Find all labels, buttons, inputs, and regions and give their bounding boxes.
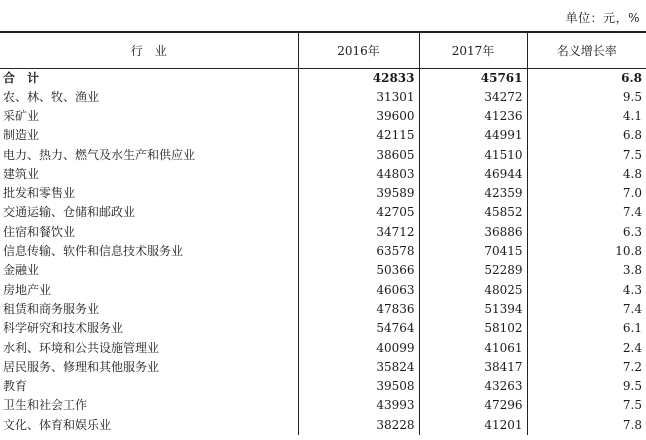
unit-note: 单位：元，% (565, 11, 640, 25)
value-2016: 39600 (298, 107, 419, 126)
table-row (0, 145, 646, 164)
header-2017: 2017年 (419, 32, 527, 68)
table-row (0, 107, 646, 126)
value-2016: 34712 (298, 223, 419, 242)
table-row (0, 126, 646, 145)
value-2017: 70415 (419, 242, 527, 261)
industry-name: 卫生和社会工作 (3, 398, 88, 413)
value-2017: 45761 (419, 68, 527, 88)
value-2017: 42359 (419, 184, 527, 203)
value-growth: 7.5 (527, 145, 646, 164)
value-2017: 41510 (419, 145, 527, 164)
value-2017: 45852 (419, 203, 527, 222)
value-growth: 7.5 (527, 396, 646, 415)
value-2016: 40099 (298, 338, 419, 357)
header-2016: 2016年 (298, 32, 419, 68)
value-2016: 39508 (298, 377, 419, 396)
value-2017: 52289 (419, 261, 527, 280)
value-2017: 43263 (419, 377, 527, 396)
value-growth: 4.1 (527, 107, 646, 126)
value-growth: 6.3 (527, 223, 646, 242)
industry-name: 采矿业 (3, 108, 40, 123)
industry-name: 电力、热力、燃气及水生产和供应业 (3, 147, 196, 162)
industry-name: 批发和零售业 (3, 186, 76, 201)
table-row (0, 203, 646, 222)
value-2017: 36886 (419, 223, 527, 242)
table-row (0, 338, 646, 357)
value-2016: 63578 (298, 242, 419, 261)
value-2016: 38228 (298, 416, 419, 435)
industry-name: 农、林、牧、渔业 (3, 89, 100, 104)
value-growth: 6.8 (527, 68, 646, 88)
value-2016: 35824 (298, 358, 419, 377)
value-growth: 2.4 (527, 338, 646, 357)
value-growth: 4.8 (527, 165, 646, 184)
value-2016: 50366 (298, 261, 419, 280)
industry-name: 租赁和商务服务业 (3, 301, 100, 316)
header-growth: 名义增长率 (527, 32, 646, 68)
table-row (0, 280, 646, 299)
value-2016: 31301 (298, 88, 419, 107)
industry-name: 房地产业 (3, 282, 52, 297)
value-growth: 7.8 (527, 416, 646, 435)
industry-name: 文化、体育和娱乐业 (3, 417, 112, 432)
table-body (0, 68, 646, 435)
value-growth: 7.4 (527, 203, 646, 222)
value-2016: 43993 (298, 396, 419, 415)
value-growth: 6.1 (527, 319, 646, 338)
value-growth: 7.0 (527, 184, 646, 203)
value-2016: 54764 (298, 319, 419, 338)
value-growth: 4.3 (527, 280, 646, 299)
table-row (0, 242, 646, 261)
table-row (0, 396, 646, 415)
value-2017: 46944 (419, 165, 527, 184)
value-growth: 9.5 (527, 88, 646, 107)
table-row-total (0, 68, 646, 88)
header-industry: 行 业 (0, 32, 298, 68)
industry-name: 金融业 (3, 263, 40, 278)
industry-name: 信息传输、软件和信息技术服务业 (3, 244, 184, 259)
industry-name: 居民服务、修理和其他服务业 (3, 359, 160, 374)
value-2017: 41236 (419, 107, 527, 126)
value-growth: 3.8 (527, 261, 646, 280)
value-2016: 39589 (298, 184, 419, 203)
industry-name: 制造业 (3, 128, 40, 143)
table-row (0, 319, 646, 338)
value-growth: 9.5 (527, 377, 646, 396)
value-growth: 10.8 (527, 242, 646, 261)
industry-name: 合 计 (3, 70, 40, 85)
value-2017: 41061 (419, 338, 527, 357)
table-row (0, 261, 646, 280)
table-row (0, 300, 646, 319)
industry-name: 教育 (3, 379, 28, 394)
value-2017: 51394 (419, 300, 527, 319)
value-2016: 42833 (298, 68, 419, 88)
value-growth: 7.2 (527, 358, 646, 377)
table-row (0, 165, 646, 184)
value-growth: 7.4 (527, 300, 646, 319)
industry-name: 交通运输、仓储和邮政业 (3, 205, 136, 220)
value-2017: 48025 (419, 280, 527, 299)
value-2016: 42115 (298, 126, 419, 145)
industry-name: 住宿和餐饮业 (3, 224, 76, 239)
table-header-row (0, 32, 646, 68)
table-row (0, 88, 646, 107)
value-2017: 38417 (419, 358, 527, 377)
wage-table (0, 31, 646, 435)
value-2016: 47836 (298, 300, 419, 319)
table-row (0, 358, 646, 377)
table-row (0, 377, 646, 396)
value-2016: 42705 (298, 203, 419, 222)
value-2016: 46063 (298, 280, 419, 299)
value-2016: 44803 (298, 165, 419, 184)
value-growth: 6.8 (527, 126, 646, 145)
table-row (0, 416, 646, 435)
value-2017: 58102 (419, 319, 527, 338)
industry-name: 水利、环境和公共设施管理业 (3, 340, 160, 355)
table-row (0, 184, 646, 203)
value-2017: 41201 (419, 416, 527, 435)
industry-name: 建筑业 (3, 166, 40, 181)
industry-name: 科学研究和技术服务业 (3, 321, 124, 336)
table-row (0, 223, 646, 242)
value-2017: 34272 (419, 88, 527, 107)
value-2017: 44991 (419, 126, 527, 145)
value-2017: 47296 (419, 396, 527, 415)
value-2016: 38605 (298, 145, 419, 164)
